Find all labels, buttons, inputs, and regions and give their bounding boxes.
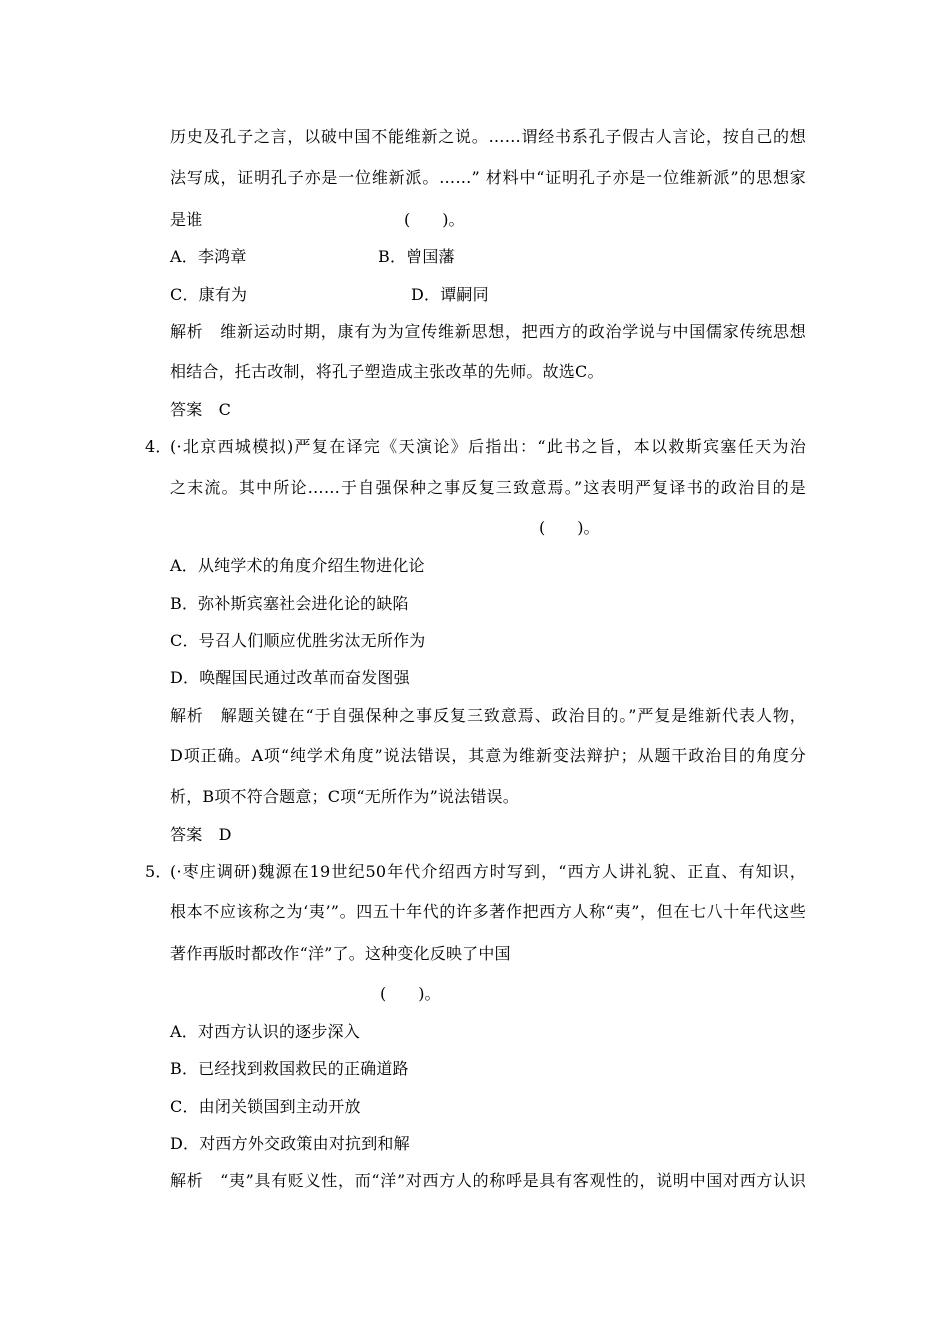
q4-number: 4． xyxy=(145,437,172,456)
q3-stem-line-3: 是谁 xyxy=(170,210,203,229)
q5-stem-line-3: 著作再版时都改作“洋”了。这种变化反映了中国 xyxy=(170,944,511,963)
q4-analysis-line-2: D项正确。A项“纯学术角度”说法错误，其意为维新变法辩护；从题干政治目的角度分 xyxy=(170,746,806,765)
q3-option-c: C．康有为 xyxy=(170,285,248,304)
q4-stem-line-1: (·北京西城模拟)严复在译完《天演论》后指出：“此书之旨，本以救斯宾塞任天为治 xyxy=(170,437,806,456)
q4-answer: 答案 D xyxy=(170,825,232,844)
q3-stem-line-2: 法写成，证明孔子亦是一位维新派。……” 材料中“证明孔子亦是一位维新派”的思想家 xyxy=(170,168,806,187)
q4-option-d: D．唤醒国民通过改革而奋发图强 xyxy=(170,668,410,687)
q3-option-d: D．谭嗣同 xyxy=(411,285,489,304)
q4-analysis-line-1: 解析 解题关键在“于自强保种之事反复三致意焉、政治目的。”严复是维新代表人物， xyxy=(170,706,806,725)
q3-stem-line-1: 历史及孔子之言，以破中国不能维新之说。……谓经书系孔子假古人言论，按自己的想 xyxy=(170,127,806,146)
q4-option-a: A．从纯学术的角度介绍生物进化论 xyxy=(170,556,425,575)
q4-answer-blank: ( )。 xyxy=(539,518,600,537)
q3-analysis-line-1: 解析 维新运动时期，康有为为宣传维新思想，把西方的政治学说与中国儒家传统思想 xyxy=(170,322,806,341)
q4-option-b: B．弥补斯宾塞社会进化论的缺陷 xyxy=(170,594,409,613)
q5-stem-line-2: 根本不应该称之为‘夷’”。四五十年代的许多著作把西方人称“夷”，但在七八十年代这些 xyxy=(170,902,806,921)
q4-stem-line-2: 之末流。其中所论……于自强保种之事反复三致意焉。”这表明严复译书的政治目的是 xyxy=(170,478,806,497)
q5-option-d: D．对西方外交政策由对抗到和解 xyxy=(170,1134,410,1153)
q5-option-c: C．由闭关锁国到主动开放 xyxy=(170,1097,361,1116)
q3-option-a: A．李鸿章 xyxy=(170,247,247,266)
q5-option-a: A．对西方认识的逐步深入 xyxy=(170,1022,360,1041)
q5-number: 5． xyxy=(145,862,172,881)
q4-analysis-line-3: 析，B项不符合题意；C项“无所作为”说法错误。 xyxy=(170,787,519,806)
q5-stem-line-1: (·枣庄调研)魏源在19世纪50年代介绍西方时写到，“西方人讲礼貌、正直、有知识， xyxy=(170,862,806,881)
q3-answer: 答案 C xyxy=(170,400,232,419)
q4-option-c: C．号召人们顺应优胜劣汰无所作为 xyxy=(170,631,426,650)
q5-option-b: B．已经找到救国救民的正确道路 xyxy=(170,1059,409,1078)
q3-analysis-line-2: 相结合，托古改制，将孔子塑造成主张改革的先师。故选C。 xyxy=(170,362,604,381)
q5-answer-blank: ( )。 xyxy=(380,984,441,1003)
q5-analysis-line-1: 解析 “夷”具有贬义性，而“洋”对西方人的称呼是具有客观性的，说明中国对西方认识 xyxy=(170,1171,806,1190)
q3-option-b: B．曾国藩 xyxy=(378,247,455,266)
q3-answer-blank: ( )。 xyxy=(404,210,465,229)
